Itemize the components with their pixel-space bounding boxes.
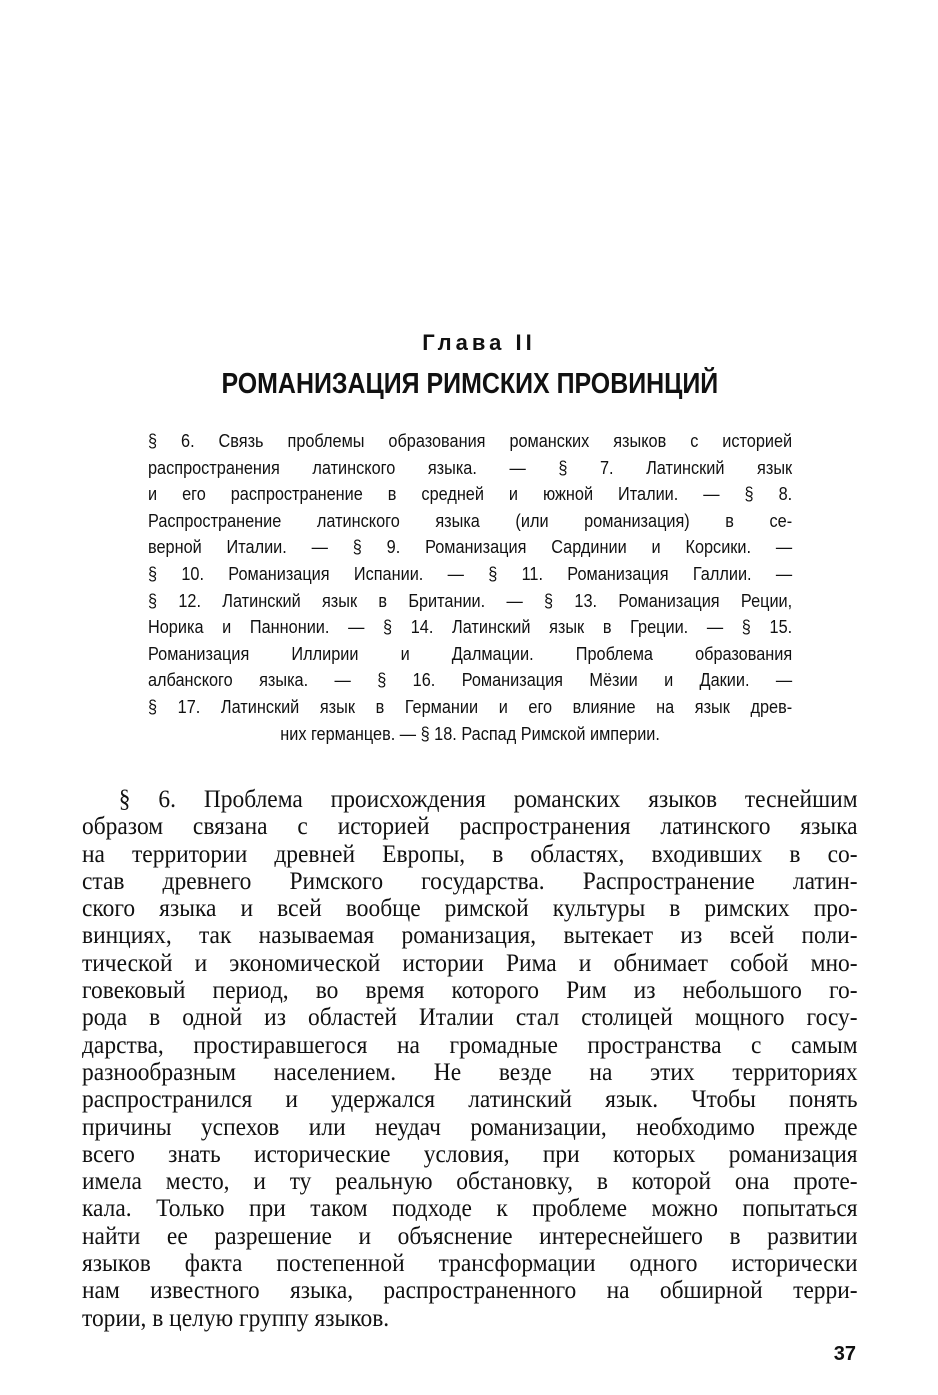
body-line: ского языка и всей вообще римской культуры в римских про-: [82, 893, 858, 923]
body-line: всего знать исторические условия, при которых романизация: [82, 1138, 858, 1168]
body-line: на территории древней Европы, в областях, входивших в со-: [82, 838, 858, 868]
synopsis-line: них германцев. — § 18. Распад Римской империи.: [280, 722, 660, 744]
body-line: тории, в целую группу языков.: [82, 1302, 390, 1332]
synopsis-line: верной Италии. — § 9. Романизация Сардинии и Корсики. —: [148, 536, 793, 558]
body-paragraph: [82, 785, 857, 1331]
body-line: дарства, простиравшегося на громадные пространства с самым: [82, 1029, 858, 1059]
body-line: тической и экономической истории Рима и обнимает собой мно-: [82, 947, 858, 977]
body-line: имела место, и ту реальную обстановку, в которой она проте-: [82, 1166, 858, 1196]
body-line: образом связана с историей распространения латинского языка: [82, 811, 858, 841]
chapter-label: Глава II: [422, 330, 536, 355]
synopsis-line: Распространение латинского языка (или романизация) в се-: [148, 509, 793, 531]
body-line: став древнего Римского государства. Распространение латин-: [82, 865, 858, 895]
synopsis-line: § 10. Романизация Испании. — § 11. Романизация Галлии. —: [148, 562, 793, 584]
synopsis-line: § 6. Связь проблемы образования романских языков с историей: [148, 430, 793, 451]
body-line: рода в одной из областей Италии стал столицей мощного госу-: [82, 1002, 858, 1032]
body-line: языков факта постепенной трансформации одного исторически: [82, 1248, 858, 1278]
body-line: говековый период, во время которого Рим из небольшого го-: [82, 975, 858, 1005]
synopsis-line: албанского языка. — § 16. Романизация Мёзии и Дакии. —: [148, 669, 793, 691]
synopsis-line: Норика и Паннонии. — § 14. Латинский язык в Греции. — § 15.: [148, 616, 793, 638]
synopsis-line: Романизация Иллирии и Далмации. Проблема образования: [148, 642, 793, 664]
synopsis-line: § 12. Латинский язык в Британии. — § 13. Романизация Реции,: [148, 589, 793, 611]
page-number: 37: [833, 1343, 856, 1365]
synopsis-line: и его распространение в средней и южной Италии. — § 8.: [148, 483, 793, 505]
body-line: кала. Только при таком подходе к проблеме можно попытаться: [82, 1193, 858, 1223]
chapter-title: РОМАНИЗАЦИЯ РИМСКИХ ПРОВИНЦИЙ: [221, 368, 719, 400]
body-line: распространился и удержался латинский язык. Чтобы понять: [82, 1084, 858, 1114]
body-line: разнообразным населением. Не везде на этих территориях: [82, 1056, 858, 1086]
synopsis-line: § 17. Латинский язык в Германии и его влияние на язык древ-: [148, 695, 793, 717]
body-line: винциях, так называемая романизация, вытекает из всей поли-: [82, 920, 858, 950]
synopsis-line: распространения латинского языка. — § 7. Латинский язык: [148, 456, 793, 478]
body-line: найти ее разрешение и объяснение интереснейшего в развитии: [82, 1220, 858, 1250]
body-line: причины успехов или неудач романизации, необходимо прежде: [82, 1111, 858, 1141]
body-line: § 6. Проблема происхождения романских языков теснейшим: [118, 784, 858, 813]
body-line: нам известного языка, распространенного на обширной терри-: [82, 1275, 858, 1305]
chapter-synopsis: [148, 428, 792, 747]
